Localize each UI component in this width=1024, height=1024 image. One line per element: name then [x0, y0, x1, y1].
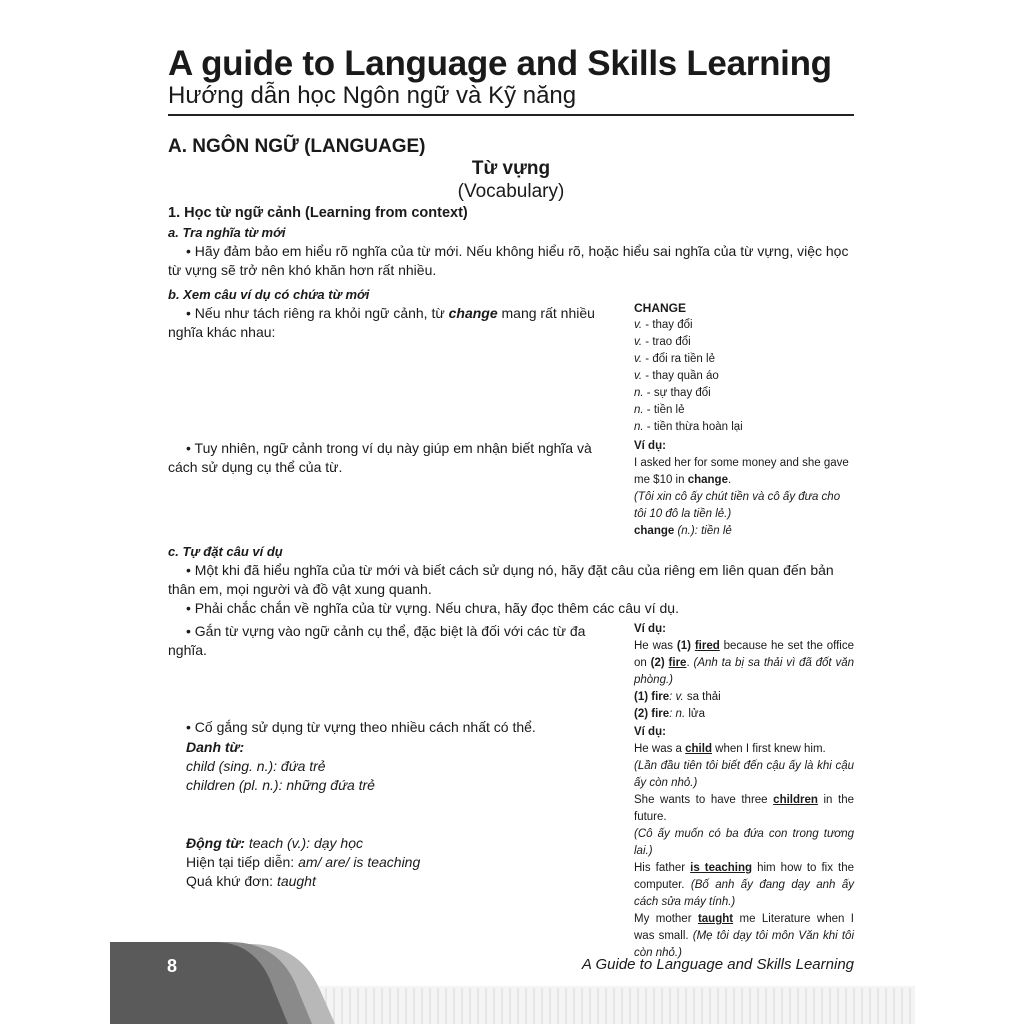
text-run: taught	[276, 873, 316, 889]
subsection-b-paragraph2-line1: • Tuy nhiên, ngữ cảnh trong ví dụ này giúp em nhận biết nghĩa và	[186, 440, 592, 456]
text-run: (n.): tiền lẻ	[674, 525, 732, 537]
page-number: 8	[167, 956, 178, 976]
part-of-speech: v.	[634, 336, 643, 348]
example-child	[634, 741, 854, 758]
meaning: - trao đổi	[642, 336, 691, 348]
text-run: me Literature when I was small.	[634, 913, 854, 942]
fire-definition-2	[634, 706, 854, 723]
fire-example-sentence	[634, 638, 854, 689]
part-of-speech: n.	[634, 387, 644, 399]
subsection-c-heading: c. Tự đặt câu ví dụ	[168, 544, 283, 559]
change-entry	[634, 317, 854, 334]
fire-definition-1	[634, 689, 854, 706]
fire-example-box	[634, 621, 854, 723]
footer-light-band	[300, 986, 915, 1024]
text-run: (Anh ta bị sa thải vì đã đốt văn phòng.)	[634, 657, 855, 686]
text-run: Quá khứ đơn:	[186, 873, 277, 889]
text-run: because he set the office on	[634, 640, 855, 669]
text-run: He was a	[634, 743, 686, 755]
text-run: (1) fire	[634, 691, 670, 703]
subsection-b-paragraph1-line1	[186, 304, 595, 323]
text-run: : n.	[669, 708, 686, 720]
text-run: (2) fire	[634, 708, 670, 720]
change-note	[634, 523, 854, 540]
text-run: He was	[634, 640, 677, 652]
text-run: My mother	[634, 913, 698, 925]
text-run: when I first knew him.	[711, 743, 826, 755]
subsection-c-paragraph3-line2: nghĩa.	[168, 642, 207, 658]
vocabulary-subtitle: (Vocabulary)	[457, 181, 565, 202]
vocabulary-title: Từ vựng	[471, 158, 551, 179]
keyword-change: change	[687, 474, 728, 486]
change-entry	[634, 402, 854, 419]
meaning: - tiền thừa hoàn lại	[643, 421, 743, 433]
keyword-fire: fire	[668, 657, 687, 669]
verb-definition	[186, 834, 363, 853]
keyword-change: change	[448, 305, 498, 321]
text-run: She wants to have three	[634, 794, 774, 806]
text-run: in the future.	[634, 794, 855, 823]
example-children-translation: (Cô ấy muốn có ba đứa con trong tương lai.)	[634, 828, 854, 857]
text-run: (Mẹ tôi dạy tôi môn Văn khi tôi còn nhỏ.)	[634, 930, 854, 959]
keyword-children: children	[773, 794, 818, 806]
usage-examples-box	[634, 724, 854, 962]
change-entry	[634, 351, 854, 368]
subsection-b-paragraph1-line2: nghĩa khác nhau:	[168, 324, 276, 340]
text-run: him how to fix the computer.	[634, 862, 854, 891]
example-label: Ví dụ:	[634, 623, 666, 635]
text-run: • Nếu như tách riêng ra khỏi ngữ cảnh, từ	[186, 305, 449, 321]
subsection-b-paragraph2-line2: cách sử dụng cụ thể của từ.	[168, 459, 343, 475]
text-run: : v.	[669, 691, 684, 703]
text-run: teach (v.): dạy học	[244, 835, 363, 851]
keyword-is-teaching: is teaching	[690, 862, 753, 874]
subsection-c-paragraph3-line1: • Gắn từ vựng vào ngữ cảnh cụ thể, đặc biệt là đối với các từ đa	[186, 623, 586, 639]
noun-label: Danh từ:	[186, 739, 245, 755]
text-run: sa thải	[683, 691, 721, 703]
keyword-child: child	[685, 743, 712, 755]
change-entry	[634, 385, 854, 402]
text-run: (2)	[650, 657, 669, 669]
meaning: - đổi ra tiền lẻ	[642, 353, 715, 365]
example-children	[634, 792, 854, 826]
meaning: - sự thay đổi	[643, 387, 711, 399]
subsection-a-line1: • Hãy đảm bảo em hiểu rõ nghĩa của từ mới. Nếu không hiểu rõ, hoặc hiểu sai nghĩa của từ vựng, việc học	[186, 243, 849, 259]
part-of-speech: v.	[634, 370, 643, 382]
keyword-fired: fired	[694, 640, 720, 652]
change-entry	[634, 419, 854, 436]
verb-label: Động từ:	[186, 835, 245, 851]
change-definition-box	[634, 300, 854, 540]
title-divider	[168, 114, 854, 116]
noun-plural: children (pl. n.): những đứa trẻ	[186, 777, 375, 793]
text-run: (1)	[676, 640, 695, 652]
text-run: mang rất nhiều	[497, 305, 595, 321]
meaning: - tiền lẻ	[643, 404, 685, 416]
keyword-taught: taught	[697, 913, 734, 925]
meaning: - thay quần áo	[642, 370, 719, 382]
noun-singular: child (sing. n.): đứa trẻ	[186, 758, 326, 774]
section-heading: A. NGÔN NGỮ (LANGUAGE)	[168, 136, 426, 157]
example-is-teaching	[634, 860, 854, 911]
verb-present-continuous	[186, 853, 420, 872]
text-run: .	[686, 657, 694, 669]
part-of-speech: n.	[634, 404, 644, 416]
text-run: Hiện tại tiếp diễn:	[186, 854, 299, 870]
example-label: Ví dụ:	[634, 726, 666, 738]
page-title: A guide to Language and Skills Learning	[168, 44, 832, 83]
text-run: lửa	[685, 708, 705, 720]
example-child-translation: (Lần đầu tiên tôi biết đến cậu ấy là khi cậu ấy còn nhỏ.)	[634, 760, 854, 789]
change-example-sentence	[634, 455, 854, 489]
keyword-change: change	[634, 525, 675, 537]
meaning: - thay đổi	[642, 319, 693, 331]
subsection-b-heading: b. Xem câu ví dụ có chứa từ mới	[168, 287, 370, 302]
subsection-c-paragraph1-line1: • Một khi đã hiểu nghĩa của từ mới và biết cách sử dụng nó, hãy đặt câu của riêng em liên quan đến bản	[186, 562, 834, 578]
subsection-a-line2: từ vựng sẽ trở nên khó khăn hơn rất nhiều.	[168, 262, 437, 278]
change-heading: CHANGE	[634, 301, 687, 315]
example-label: Ví dụ:	[634, 440, 666, 452]
subsection-c-paragraph4: • Cố gắng sử dụng từ vựng theo nhiều cách nhất có thể.	[186, 719, 536, 735]
text-run: (Bố anh ấy đang dạy anh ấy cách sửa máy tính.)	[634, 879, 854, 908]
subsection-c-paragraph2: • Phải chắc chắn về nghĩa của từ vựng. Nếu chưa, hãy đọc thêm các câu ví dụ.	[186, 600, 679, 616]
part-of-speech: n.	[634, 421, 644, 433]
footer-decoration	[0, 930, 1024, 1024]
text-run: .	[727, 474, 732, 486]
part-of-speech: v.	[634, 319, 643, 331]
text-run: I asked her for some money and she gave me $10 in	[634, 457, 849, 486]
subsection-c-paragraph1-line2: thân em, mọi người và đồ vật xung quanh.	[168, 581, 432, 597]
text-run: am/ are/ is teaching	[298, 854, 421, 870]
change-example-translation: (Tôi xin cô ấy chút tiền và cô ấy đưa cho tôi 10 đô la tiền lẻ.)	[634, 491, 841, 520]
part-of-speech: v.	[634, 353, 643, 365]
page-subtitle: Hướng dẫn học Ngôn ngữ và Kỹ năng	[168, 82, 577, 109]
text-run: His father	[634, 862, 691, 874]
change-entry	[634, 334, 854, 351]
subsection-a-heading: a. Tra nghĩa từ mới	[168, 225, 286, 240]
change-entries-list	[634, 317, 854, 436]
verb-simple-past	[186, 872, 316, 891]
footer-running-title: A Guide to Language and Skills Learning	[581, 956, 854, 973]
part1-heading: 1. Học từ ngữ cảnh (Learning from context)	[168, 205, 468, 221]
change-entry	[634, 368, 854, 385]
